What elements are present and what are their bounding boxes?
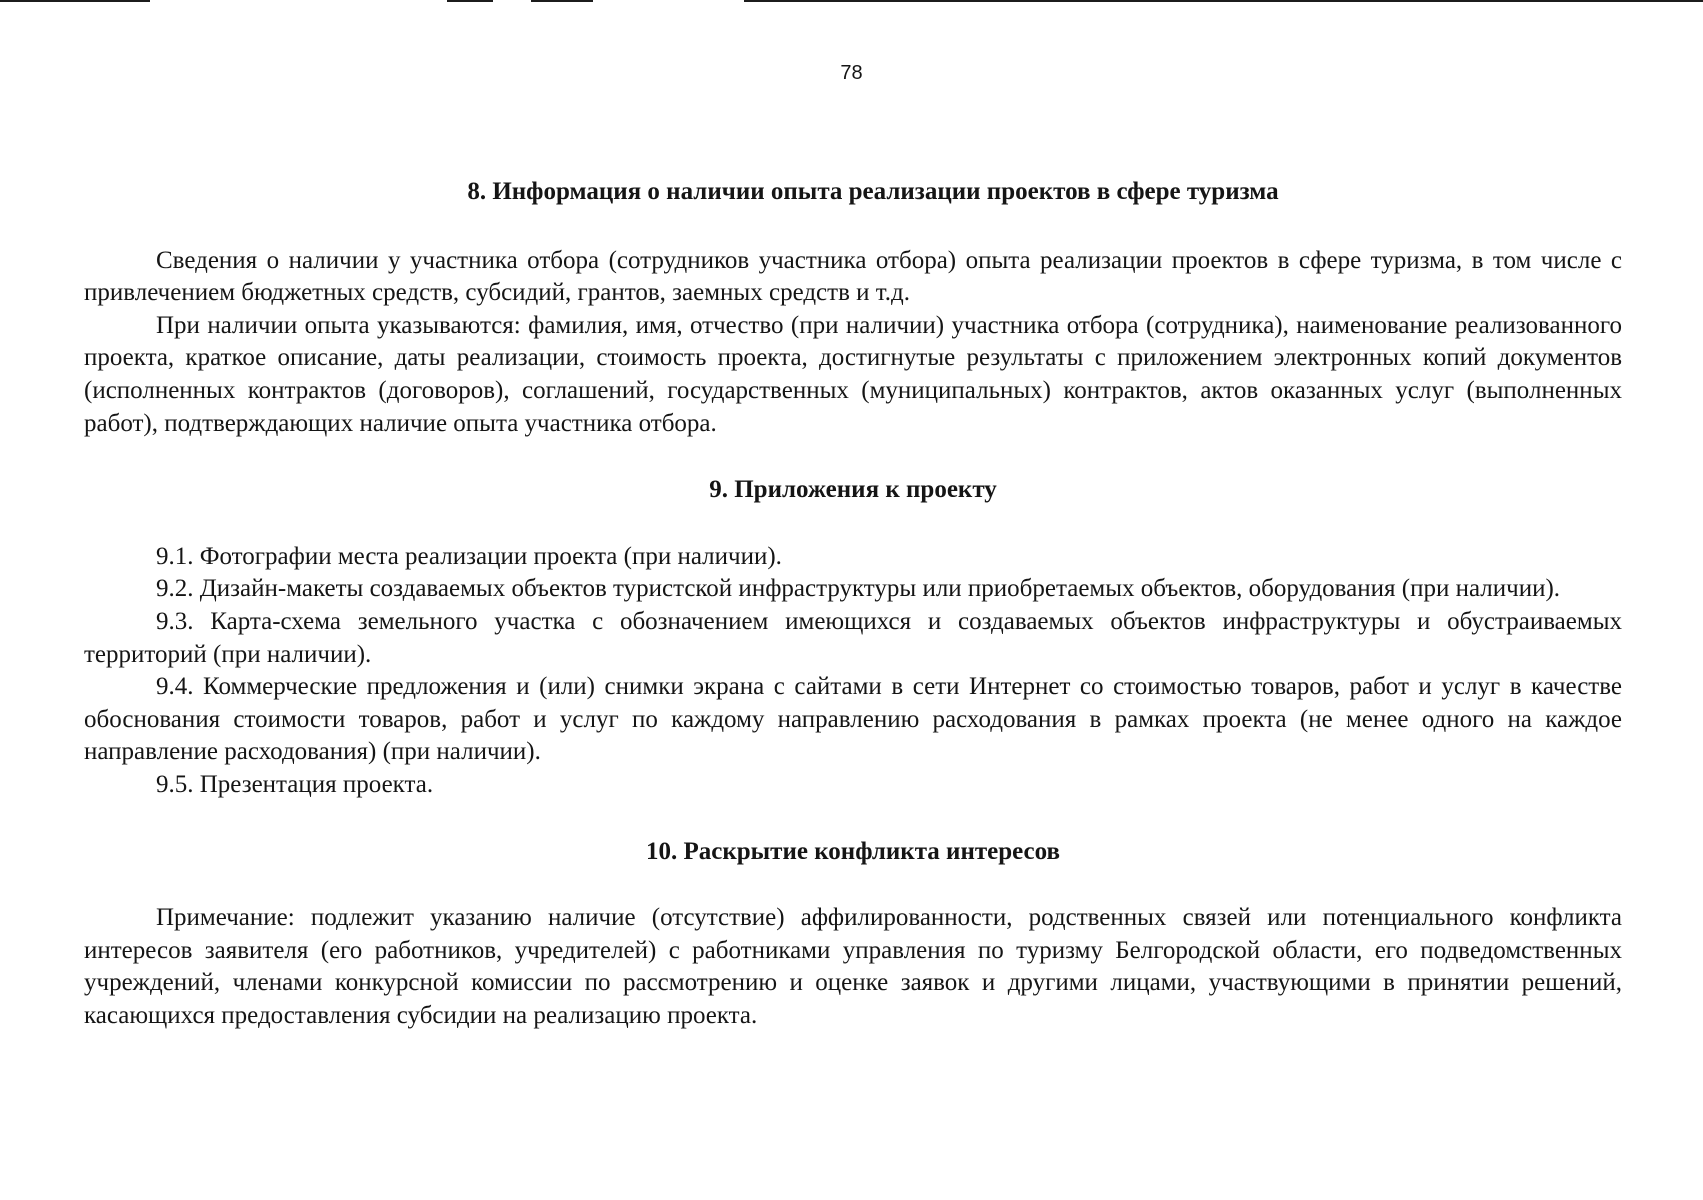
document-body [84, 176, 1622, 1032]
section-experience [84, 176, 1622, 440]
section-conflict-of-interest [84, 836, 1622, 1033]
scan-artifact-line [744, 0, 1703, 2]
list-item: 9.2. Дизайн-макеты создаваемых объектов туристской инфраструктуры или приобретаемых объектов, оборудования (при наличии). [156, 575, 1561, 603]
scan-artifact-line [531, 0, 593, 2]
paragraph: При наличии опыта указываются: фамилия, имя, отчество (при наличии) участника отбора (сотрудника), наименование реализованного проекта, краткое описание, даты реализации, стоимость проекта, достигнутые результаты с приложением электронных копий документов (исполненных контрактов (договоров), соглашений, государственных (муниципальных) контрактов, актов оказанных услуг (выполненных работ), подтверждающих наличие опыта участника отбора. [84, 311, 1622, 437]
paragraph: Примечание: подлежит указанию наличие (отсутствие) аффилированности, родственных связей или потенциального конфликта интересов заявителя (его работников, учредителей) с работниками управления по туризму Белгородской области, его подведомственных учреждений, членами конкурсной комиссии по рассмотрению и оценке заявок и другими лицами, участвующими в принятии решений, касающихся предоставления субсидии на реализацию проекта. [84, 904, 1622, 1029]
section-attachments [84, 474, 1622, 801]
section-heading: 9. Приложения к проекту [709, 476, 997, 504]
paragraph: Сведения о наличии у участника отбора (сотрудников участника отбора) опыта реализации проектов в сфере туризма, в том числе с привлечением бюджетных средств, субсидий, грантов, заемных средств и т.д. [84, 246, 1622, 307]
list-item: 9.4. Коммерческие предложения и (или) снимки экрана с сайтами в сети Интернет со стоимостью товаров, работ и услуг в качестве обоснования стоимости товаров, работ и услуг по каждому направлению расходования в рамках проекта (не менее одного на каждое направление расходования) (при наличии). [84, 673, 1622, 766]
section-heading: 8. Информация о наличии опыта реализации проектов в сфере туризма [467, 178, 1279, 205]
list-item: 9.3. Карта-схема земельного участка с обозначением имеющихся и создаваемых объектов инфраструктуры и обустраиваемых территорий (при наличии). [84, 607, 1622, 668]
section-heading: 10. Раскрытие конфликта интересов [645, 837, 1060, 865]
scan-artifact-line [0, 0, 150, 2]
scan-artifact-line [447, 0, 493, 2]
page-number: 78 [840, 62, 863, 84]
list-item: 9.1. Фотографии места реализации проекта (при наличии). [156, 542, 782, 570]
list-item: 9.5. Презентация проекта. [156, 770, 434, 798]
